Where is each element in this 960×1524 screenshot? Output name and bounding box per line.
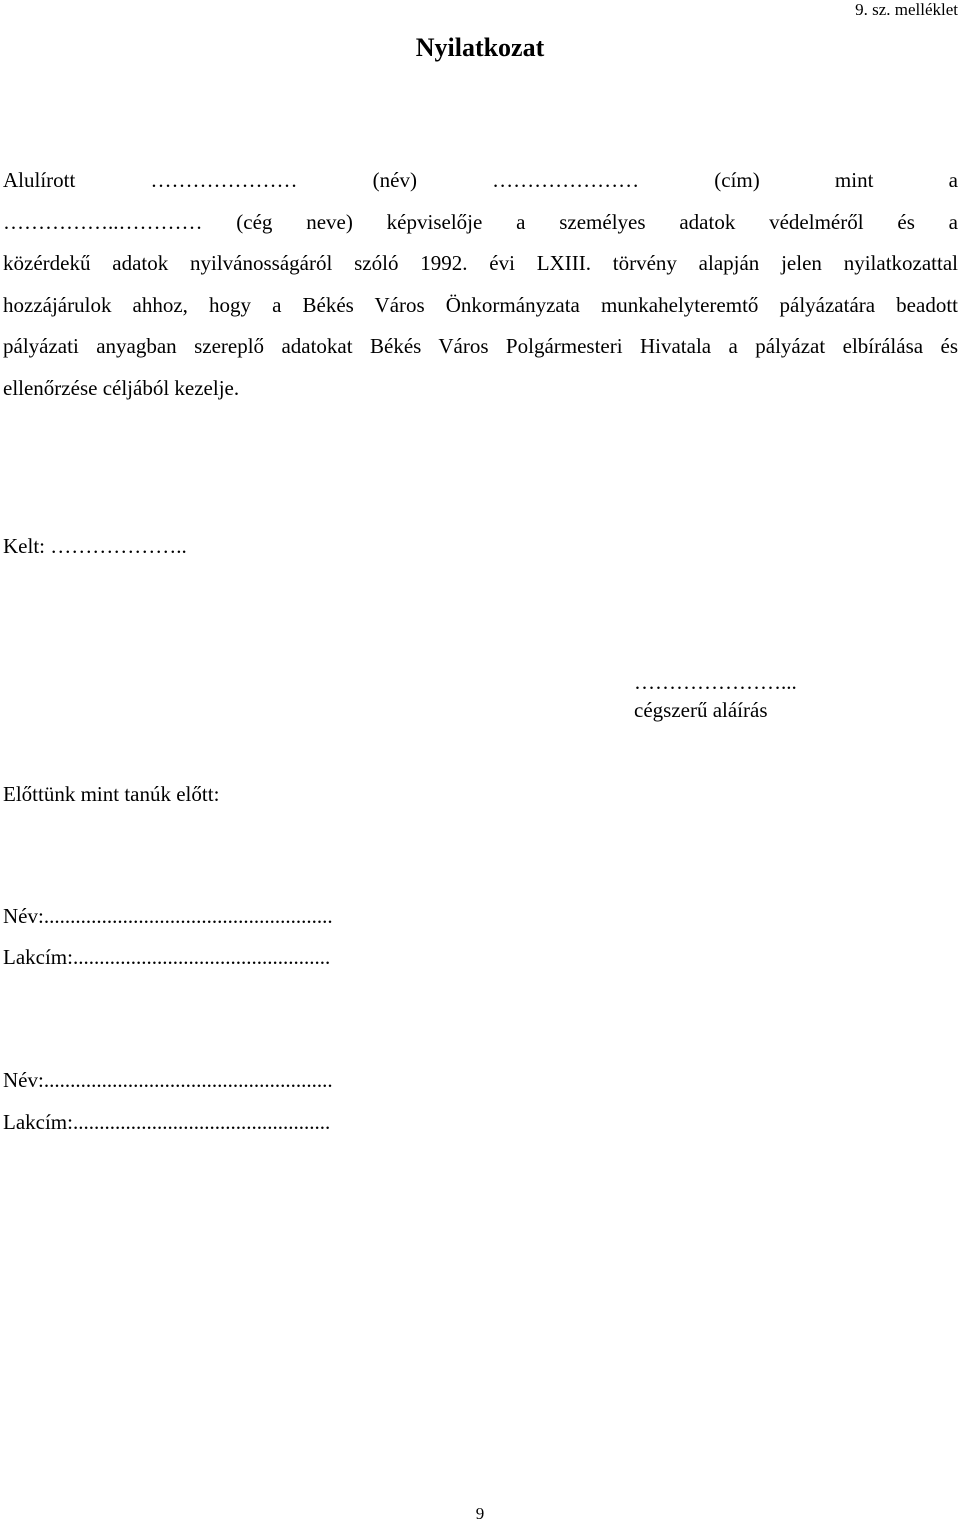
date-blank: ……………….. [50, 534, 187, 558]
page-number: 9 [475, 1504, 485, 1523]
witness-2-name-field: Név:....................................................... [3, 1068, 333, 1092]
date-label: Kelt: [3, 534, 45, 558]
signatory-label: Alulírott [3, 168, 76, 192]
witness-2-address-field: Lakcím:................................................. [3, 1110, 331, 1134]
address-blank: ………………… [492, 168, 640, 192]
statement-paragraph [3, 160, 958, 409]
witness-1-address-field: Lakcím:................................................. [3, 945, 331, 969]
document-title: Nyilatkozat [415, 33, 545, 62]
signature-blank: …………………... [634, 670, 797, 694]
statement-line-1 [3, 160, 958, 202]
date-line [3, 532, 187, 560]
witnesses-heading: Előttünk mint tanúk előtt: [3, 782, 220, 806]
name-blank: ………………… [150, 168, 298, 192]
statement-line-5: pályázati anyagban szereplő adatokat Békés Város Polgármesteri Hivatala a pályázat elbírálása és [3, 334, 958, 358]
address-hint: (cím) [714, 168, 760, 192]
statement-word-mint: mint [834, 168, 874, 192]
statement-line-4: hozzájárulok ahhoz, hogy a Békés Város Önkormányzata munkahelyteremtő pályázatára beadott [3, 292, 958, 317]
annex-label: 9. sz. melléklet [855, 0, 958, 19]
statement-word-a: a [948, 168, 958, 192]
signature-label: cégszerű aláírás [634, 698, 768, 722]
name-hint: (név) [372, 168, 417, 192]
statement-line-2: ……………..………… (cég neve) képviselője a személyes adatok védelméről és a [3, 209, 958, 234]
statement-line-3: közérdekű adatok nyilvánosságáról szóló 1992. évi LXIII. törvény alapján jelen nyilatkozattal [3, 251, 958, 275]
witness-1-name-field: Név:....................................................... [3, 904, 333, 928]
statement-line-6: ellenőrzése céljából kezelje. [3, 375, 240, 400]
